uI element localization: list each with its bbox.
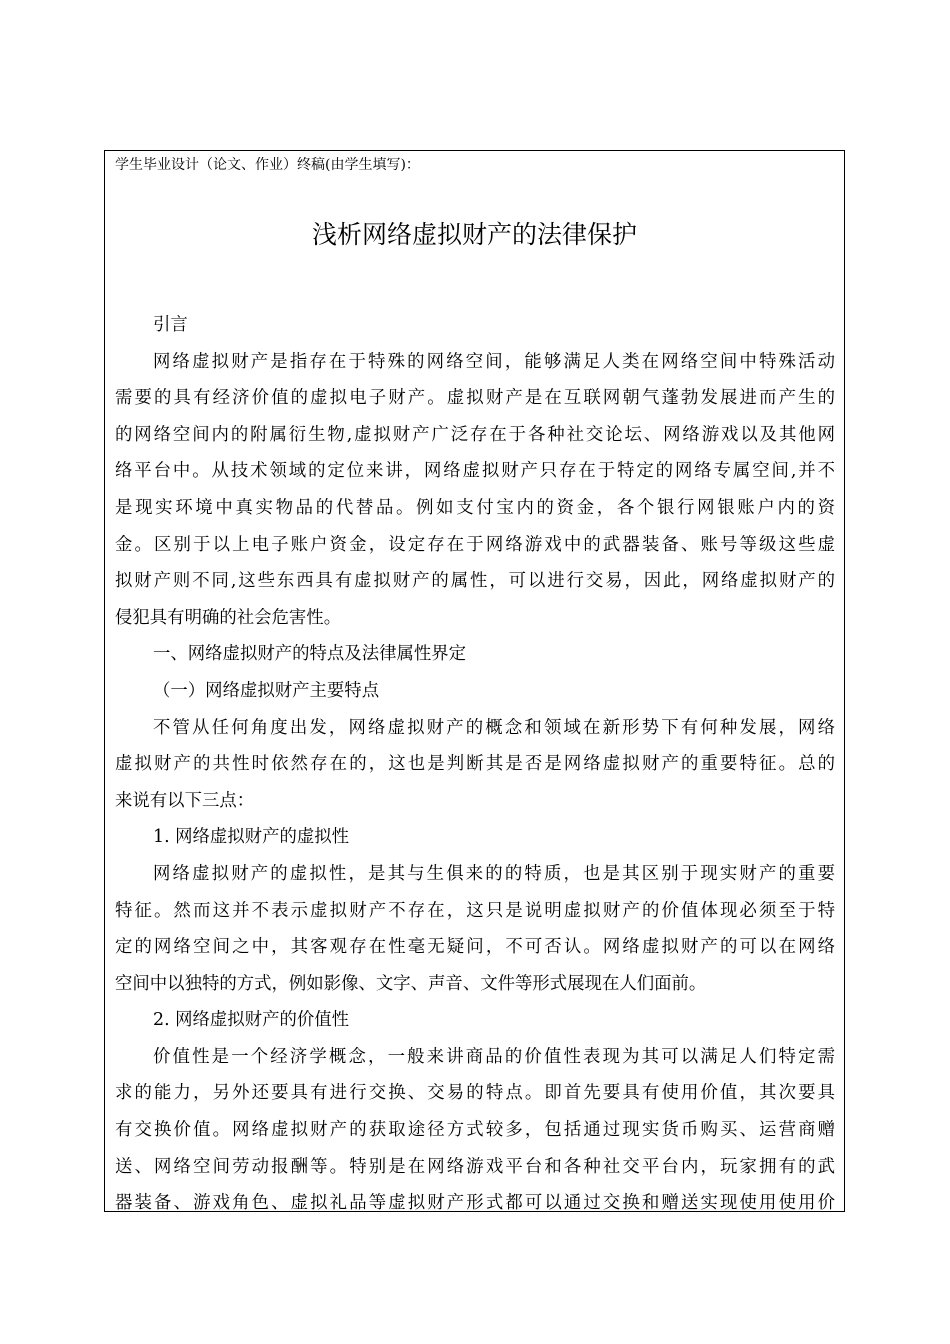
body-text <box>115 307 835 1212</box>
item-heading: 1. 网络虚拟财产的虚拟性 <box>153 827 350 848</box>
paragraph-line: 器装备、游戏角色、虚拟礼品等虚拟财产形式都可以通过交换和赠送实现使用使用价 <box>115 1193 835 1212</box>
subsection-heading: （一）网络虚拟财产主要特点 <box>153 680 380 701</box>
paragraph-line: 送、网络空间劳动报酬等。特别是在网络游戏平台和各种社交平台内，玩家拥有的武 <box>115 1156 835 1177</box>
paragraph-line: 侵犯具有明确的社会危害性。 <box>115 607 342 628</box>
paragraph-line: 网络虚拟财产是指存在于特殊的网络空间，能够满足人类在网络空间中特殊活动 <box>153 351 835 372</box>
paragraph-line: 虚拟财产的共性时依然存在的，这也是判断其是否是网络虚拟财产的重要特征。总的 <box>115 754 835 775</box>
section-heading: 一、网络虚拟财产的特点及法律属性界定 <box>153 644 467 665</box>
paragraph-line: 是现实环境中真实物品的代替品。例如支付宝内的资金，各个银行网银账户内的资 <box>115 497 835 518</box>
paragraph-line: 不管从任何角度出发，网络虚拟财产的概念和领域在新形势下有何种发展，网络 <box>153 717 835 738</box>
header-label: 学生毕业设计（论文、作业）终稿(由学生填写)： <box>115 157 420 173</box>
paragraph-line: 来说有以下三点： <box>115 790 255 811</box>
paragraph-line: 的网络空间内的附属衍生物,虚拟财产广泛存在于各种社交论坛、网络游戏以及其他网 <box>115 424 835 445</box>
item-heading: 2. 网络虚拟财产的价值性 <box>153 1010 350 1031</box>
document-title: 浅析网络虚拟财产的法律保护 <box>311 220 637 249</box>
paragraph-line: 网络虚拟财产的虚拟性，是其与生俱来的的特质，也是其区别于现实财产的重要 <box>153 863 835 884</box>
paragraph-line: 金。区别于以上电子账户资金，设定存在于网络游戏中的武器装备、账号等级这些虚 <box>115 534 835 555</box>
paragraph-line: 络平台中。从技术领域的定位来讲，网络虚拟财产只存在于特定的网络专属空间,并不 <box>115 461 835 482</box>
paragraph-line: 求的能力，另外还要具有进行交换、交易的特点。即首先要具有使用价值，其次要具 <box>115 1083 835 1104</box>
document-frame <box>104 150 845 1212</box>
paragraph-line: 需要的具有经济价值的虚拟电子财产。虚拟财产是在互联网朝气蓬勃发展进而产生的 <box>115 388 835 409</box>
paragraph-line: 空间中以独特的方式，例如影像、文字、声音、文件等形式展现在人们面前。 <box>115 973 707 994</box>
paragraph-line: 定的网络空间之中，其客观存在性毫无疑问，不可否认。网络虚拟财产的可以在网络 <box>115 937 835 958</box>
paragraph-line: 拟财产则不同,这些东西具有虚拟财产的属性，可以进行交易，因此，网络虚拟财产的 <box>115 571 835 592</box>
paragraph-line: 特征。然而这并不表示虚拟财产不存在，这只是说明虚拟财产的价值体现必须至于特 <box>115 900 835 921</box>
section-heading-intro: 引言 <box>153 315 188 335</box>
paragraph-line: 价值性是一个经济学概念，一般来讲商品的价值性表现为其可以满足人们特定需 <box>153 1046 835 1067</box>
paragraph-line: 有交换价值。网络虚拟财产的获取途径方式较多，包括通过现实货币购买、运营商赠 <box>115 1120 835 1141</box>
